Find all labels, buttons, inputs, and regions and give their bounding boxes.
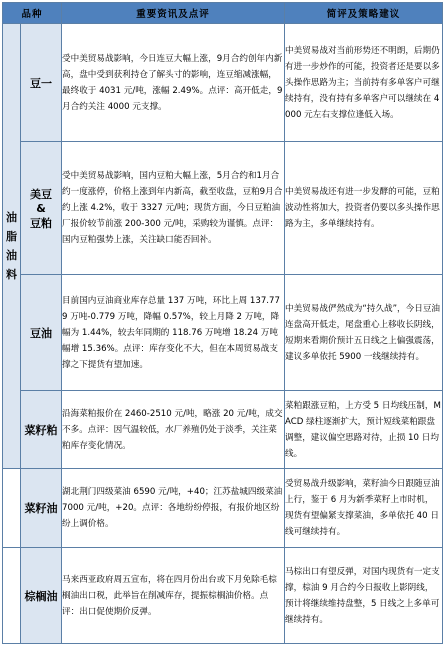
- category-name-line: &: [36, 201, 46, 215]
- category-name: [21, 548, 62, 644]
- category-name-line: 菜籽油: [24, 502, 58, 515]
- table-row: [3, 275, 443, 391]
- strategy-table: [2, 2, 443, 644]
- section-label: [3, 24, 21, 469]
- category-name-line: 豆粕: [30, 216, 52, 230]
- strategy-cell: 受贸易战升级影响，菜籽油今日跟随豆油上行，鉴于 6 月为新季菜籽上市时机，现货有望偏紧支撑菜油，多单依托 40 日线可继续持有。: [285, 469, 443, 548]
- header-news: 重要资讯及点评: [62, 3, 285, 24]
- category-name-line: 棕榈油: [24, 589, 58, 603]
- header-category: 品种: [3, 3, 62, 24]
- section-blank: [3, 548, 21, 644]
- table-row: [3, 391, 443, 469]
- category-name-line: 豆油: [30, 326, 52, 340]
- header-row: [3, 3, 443, 24]
- category-name-line: 菜籽粕: [24, 423, 58, 437]
- news-cell: 湖北荆门四级菜油 6590 元/吨，+40；江苏盐城四级菜油 7000 元/吨，+20。点评：各地纷纷停报，有报价地区纷纷上调价格。: [62, 469, 285, 548]
- table-row: [3, 469, 443, 548]
- section-char: 料: [6, 268, 17, 281]
- section-char: 脂: [6, 230, 17, 243]
- section-char: 油: [6, 211, 17, 224]
- news-cell: 沿海菜粕报价在 2460-2510 元/吨，略涨 20 元/吨，成交不多。点评：因气温较低，水厂养殖仍处于淡季，关注菜粕库存变化情况。: [62, 391, 285, 469]
- category-name-line: 豆一: [30, 76, 52, 90]
- news-cell: 目前国内豆油商业库存总量 137 万吨，环比上周 137.779 万吨-0.779 万吨，降幅 0.57%，较上月降 2 万吨，降幅为 1.44%，较去年同期的 118.76 万吨增 18.24 万吨幅增 15.36%。点评：库存变化不大，但在本周贸易战支撑之下提货有望加速。: [62, 275, 285, 391]
- table-row: [3, 142, 443, 275]
- strategy-cell: 菜粕跟涨豆粕，上方受 5 日均线压制，MACD 绿柱逐渐扩大，预计短线菜粕跟盘调整，建议偏空思路对待，止损 10 日均线。: [285, 391, 443, 469]
- header-strategy: 简评及策略建议: [285, 3, 443, 24]
- strategy-cell: 中美贸易战还有进一步发酵的可能，豆粕波动性将加大，投资者仍要以多头操作思路为主，多单继续持有。: [285, 142, 443, 275]
- section-char: 油: [6, 249, 17, 262]
- category-name: [21, 142, 62, 275]
- table-row: [3, 548, 443, 644]
- category-name: [21, 391, 62, 469]
- strategy-cell: 中美贸易战对当前形势还不明朗，后期仍有进一步炒作的可能，投资者还是要以多头操作思路为主；当前持有多单客户可继续持有，没有持有多单客户可以继续在 4000 元左右支撑位逢低入场。: [285, 24, 443, 142]
- category-name: [21, 24, 62, 142]
- news-cell: 马来西亚政府周五宣布，将在四月份出台或下月免除毛棕榈油出口税，此举旨在削减库存，提振棕榈油价格。点评：出口促使期价反弹。: [62, 548, 285, 644]
- news-cell: 受中美贸易战影响，今日连豆大幅上涨，9月合约创年内新高，盘中受到获利持仓了解头寸的影响，连豆缩减涨幅，最终收于 4031 元/吨，涨幅 2.49%。点评：高开低走，9月合约关注 4000 元支撑。: [62, 24, 285, 142]
- strategy-cell: 马棕出口有望反弹，对国内现货有一定支撑，棕油 9 月合约今日报收上影阴线，预计将继续维持盘整，5 日线之上多单可继续持有。: [285, 548, 443, 644]
- section-blank: [3, 469, 21, 548]
- news-cell: 受中美贸易战影响，国内豆粕大幅上涨，5月合约和1月合约一度涨停，价格上涨到年内新高，截至收盘，豆粕9月合约上涨 4.2%，收于 3327 元/吨；现货方面，今日豆粕油厂报价较节前涨 200-300 元/吨，采购较为谨慎。点评：国内豆粕强势上涨，关注缺口能否回补。: [62, 142, 285, 275]
- strategy-cell: 中美贸易战俨然成为“持久战”，今日豆油连盘高开低走，尾盘重心上移收长阴线，短期来看期价预计五日线之上偏强震荡，建议多单依托 5900 一线继续持有。: [285, 275, 443, 391]
- category-name: [21, 275, 62, 391]
- category-name: [21, 469, 62, 548]
- category-name-line: 美豆: [30, 187, 52, 201]
- table-row: [3, 24, 443, 142]
